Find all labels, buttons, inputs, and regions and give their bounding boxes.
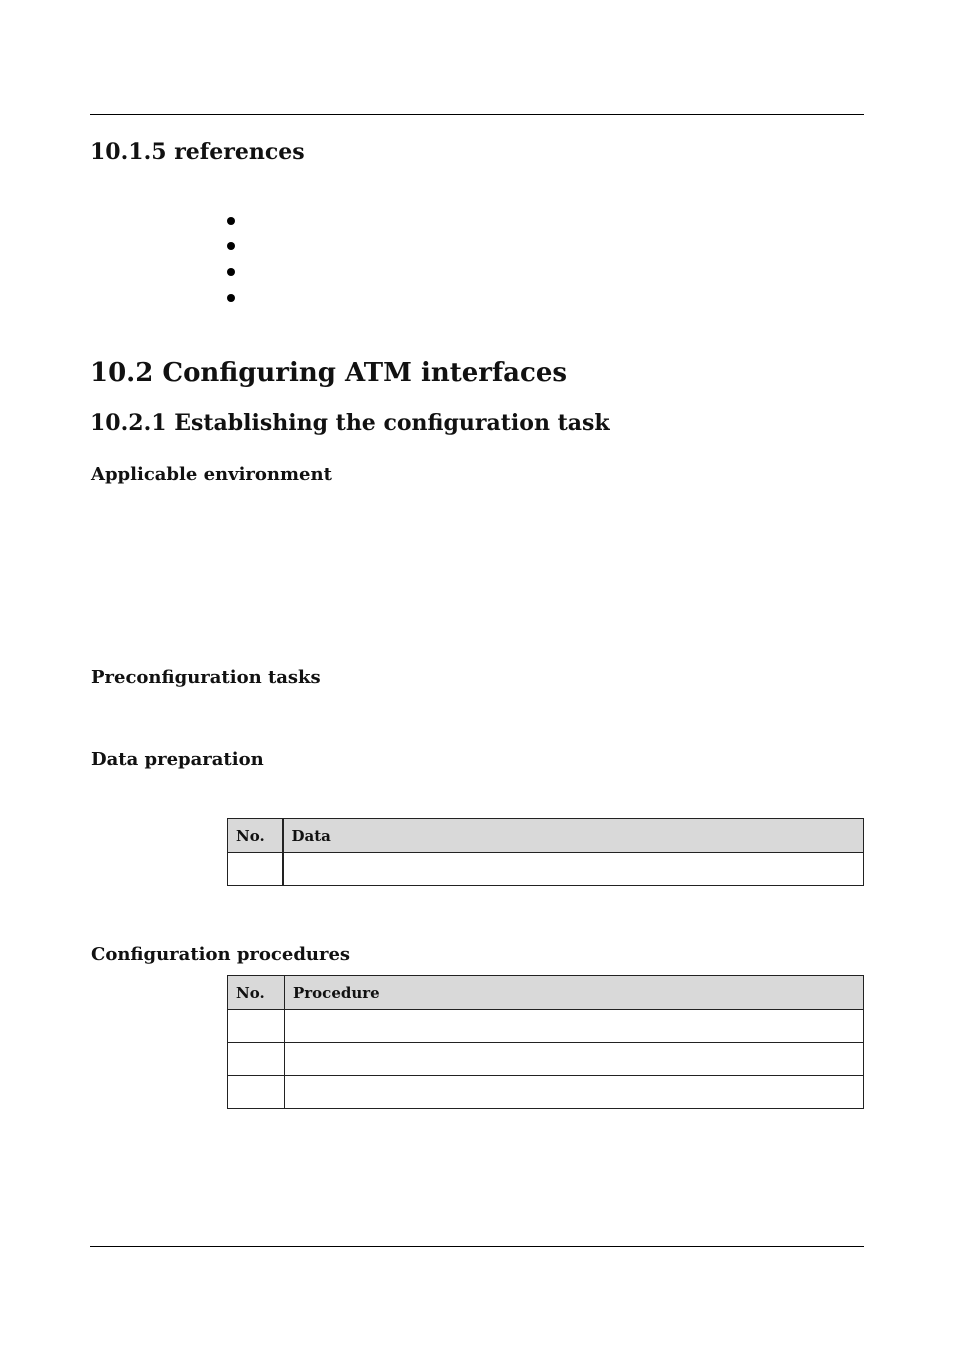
section-heading-references: 10.1.5 references [90,139,305,165]
table-cell-procedure [285,1043,864,1076]
table-cell-no [228,853,283,886]
table-row [228,1076,864,1109]
subsection-heading-establishing: 10.2.1 Establishing the configuration task [90,410,610,436]
table-cell-procedure [285,1076,864,1109]
heading-preconfiguration-tasks: Preconfiguration tasks [91,667,321,688]
heading-data-preparation: Data preparation [91,749,264,770]
heading-applicable-environment: Applicable environment [91,464,332,485]
table-header-row [228,976,864,1010]
reference-bullet [227,217,235,225]
table-header-row [228,819,864,853]
table-cell-no [228,1076,285,1109]
reference-bullet [227,294,235,302]
reference-bullet [227,242,235,250]
header-rule [90,114,864,115]
heading-configuration-procedures: Configuration procedures [91,944,351,965]
configuration-procedures-table [227,975,864,1109]
column-header-procedure: Procedure [285,976,864,1010]
table-cell-no [228,1010,285,1043]
table-cell-procedure [285,1010,864,1043]
column-header-data: Data [283,819,864,853]
reference-bullet [227,268,235,276]
column-header-no: No. [228,976,285,1010]
table-row [228,1010,864,1043]
column-header-no: No. [228,819,283,853]
data-preparation-table [227,818,864,886]
table-cell-no [228,1043,285,1076]
footer-rule [90,1246,864,1247]
table-row [228,1043,864,1076]
section-heading-configuring-atm: 10.2 Configuring ATM interfaces [90,358,568,388]
table-cell-data [283,853,864,886]
table-row [228,853,864,886]
